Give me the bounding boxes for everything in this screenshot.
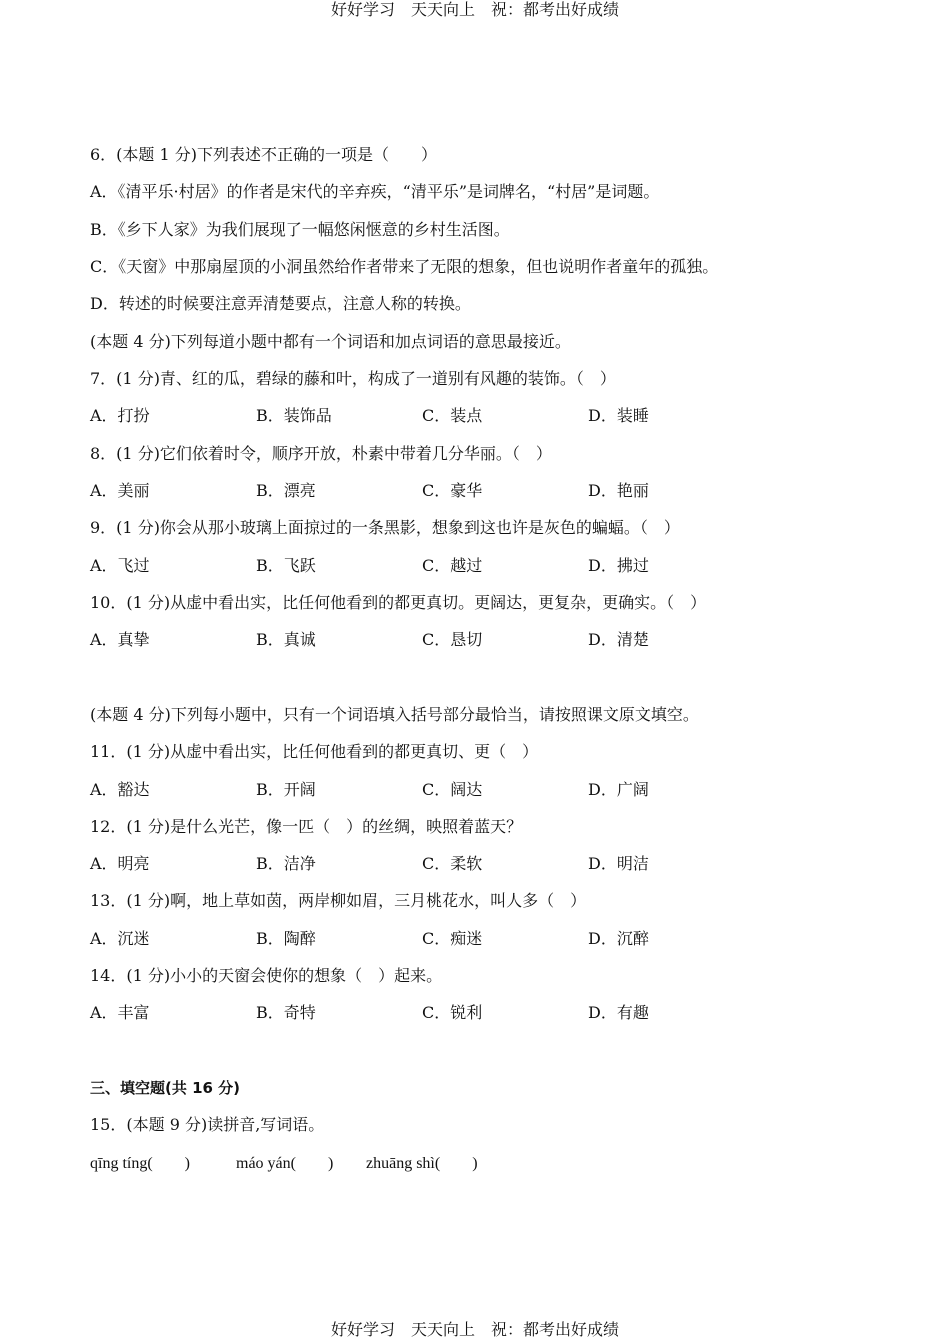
question-8-stem: 8．(1 分)它们依着时令，顺序开放，朴素中带着几分华丽。（ ）: [90, 444, 552, 463]
question-12-stem: 12．(1 分)是什么光芒，像一匹（ ）的丝绸，映照着蓝天？: [90, 817, 523, 836]
question-9-option-a: A．飞过: [90, 556, 150, 575]
question-11-option-c: C．阔达: [422, 780, 483, 799]
question-7-option-a: A．打扮: [90, 406, 150, 425]
question-13-option-c: C．痴迷: [422, 929, 483, 948]
question-14-option-a: A．丰富: [90, 1003, 150, 1022]
pinyin-item-zhuangshi: zhuāng shì( ): [366, 1155, 478, 1172]
question-14-option-b: B．奇特: [256, 1003, 316, 1022]
question-8-option-d: D．艳丽: [588, 481, 649, 500]
question-9-stem: 9．(1 分)你会从那小玻璃上面掠过的一条黑影，想象到这也许是灰色的蝙蝠。（ ）: [90, 518, 680, 537]
question-9-option-c: C．越过: [422, 556, 483, 575]
question-13-option-b: B．陶醉: [256, 929, 316, 948]
question-10-option-a: A．真挚: [90, 630, 150, 649]
page-footer: 好好学习 天天向上 祝：都考出好成绩: [330, 1320, 619, 1339]
section-3-title: 三、填空题(共 16 分): [90, 1079, 241, 1097]
question-8-option-a: A．美丽: [90, 481, 150, 500]
question-13-option-a: A．沉迷: [90, 929, 150, 948]
question-15-stem: 15．(本题 9 分)读拼音,写词语。: [90, 1115, 325, 1134]
question-12-option-b: B．洁净: [256, 854, 316, 873]
question-11-stem: 11．(1 分)从虚中看出实，比任何他看到的都更真切、更（ ）: [90, 742, 539, 761]
question-11-option-d: D．广阔: [588, 780, 649, 799]
question-12-option-c: C．柔软: [422, 854, 483, 873]
pinyin-item-qingting: qīng tíng( ): [90, 1155, 190, 1172]
question-14-stem: 14．(1 分)小小的天窗会使你的想象（ ）起来。: [90, 966, 443, 985]
question-7-option-b: B．装饰品: [256, 406, 332, 425]
question-9-option-d: D．拂过: [588, 556, 649, 575]
group-2-instructions: (本题 4 分)下列每小题中，只有一个词语填入括号部分最恰当，请按照课文原文填空。: [90, 705, 699, 724]
question-10-option-d: D．清楚: [588, 630, 649, 649]
question-10-option-b: B．真诚: [256, 630, 316, 649]
question-6-option-d: D．转述的时候要注意弄清楚要点，注意人称的转换。: [90, 294, 471, 313]
question-11-option-b: B．开阔: [256, 780, 316, 799]
question-10-option-c: C．恳切: [422, 630, 483, 649]
question-7-option-c: C．装点: [422, 406, 483, 425]
page-header: 好好学习 天天向上 祝：都考出好成绩: [330, 0, 619, 19]
question-12-option-d: D．明洁: [588, 854, 649, 873]
question-11-option-a: A．豁达: [90, 780, 150, 799]
question-8-option-b: B．漂亮: [256, 481, 316, 500]
group-1-instructions: (本题 4 分)下列每道小题中都有一个词语和加点词语的意思最接近。: [90, 332, 571, 351]
question-14-option-c: C．锐利: [422, 1003, 483, 1022]
question-8-option-c: C．豪华: [422, 481, 483, 500]
question-12-option-a: A．明亮: [90, 854, 150, 873]
question-6-option-b: B．《乡下人家》为我们展现了一幅悠闲惬意的乡村生活图。: [90, 220, 510, 239]
question-7-option-d: D．装睡: [588, 406, 649, 425]
question-6-stem: 6．(本题 1 分)下列表述不正确的一项是（ ）: [90, 145, 438, 164]
question-10-stem: 10．(1 分)从虚中看出实，比任何他看到的都更真切。更阔达，更复杂，更确实。（ ）: [90, 593, 707, 612]
question-13-stem: 13．(1 分)啊，地上草如茵，两岸柳如眉，三月桃花水，叫人多（ ）: [90, 891, 587, 910]
question-7-stem: 7．(1 分)青、红的瓜，碧绿的藤和叶，构成了一道别有风趣的装饰。（ ）: [90, 369, 616, 388]
question-13-option-d: D．沉醉: [588, 929, 649, 948]
question-14-option-d: D．有趣: [588, 1003, 649, 1022]
pinyin-item-maoyan: máo yán( ): [236, 1155, 334, 1172]
question-6-option-c: C．《天窗》中那扇屋顶的小洞虽然给作者带来了无限的想象，但也说明作者童年的孤独。: [90, 257, 719, 276]
question-6-option-a: A．《清平乐·村居》的作者是宋代的辛弃疾，“清平乐”是词牌名，“村居”是词题。: [90, 182, 660, 201]
question-9-option-b: B．飞跃: [256, 556, 316, 575]
